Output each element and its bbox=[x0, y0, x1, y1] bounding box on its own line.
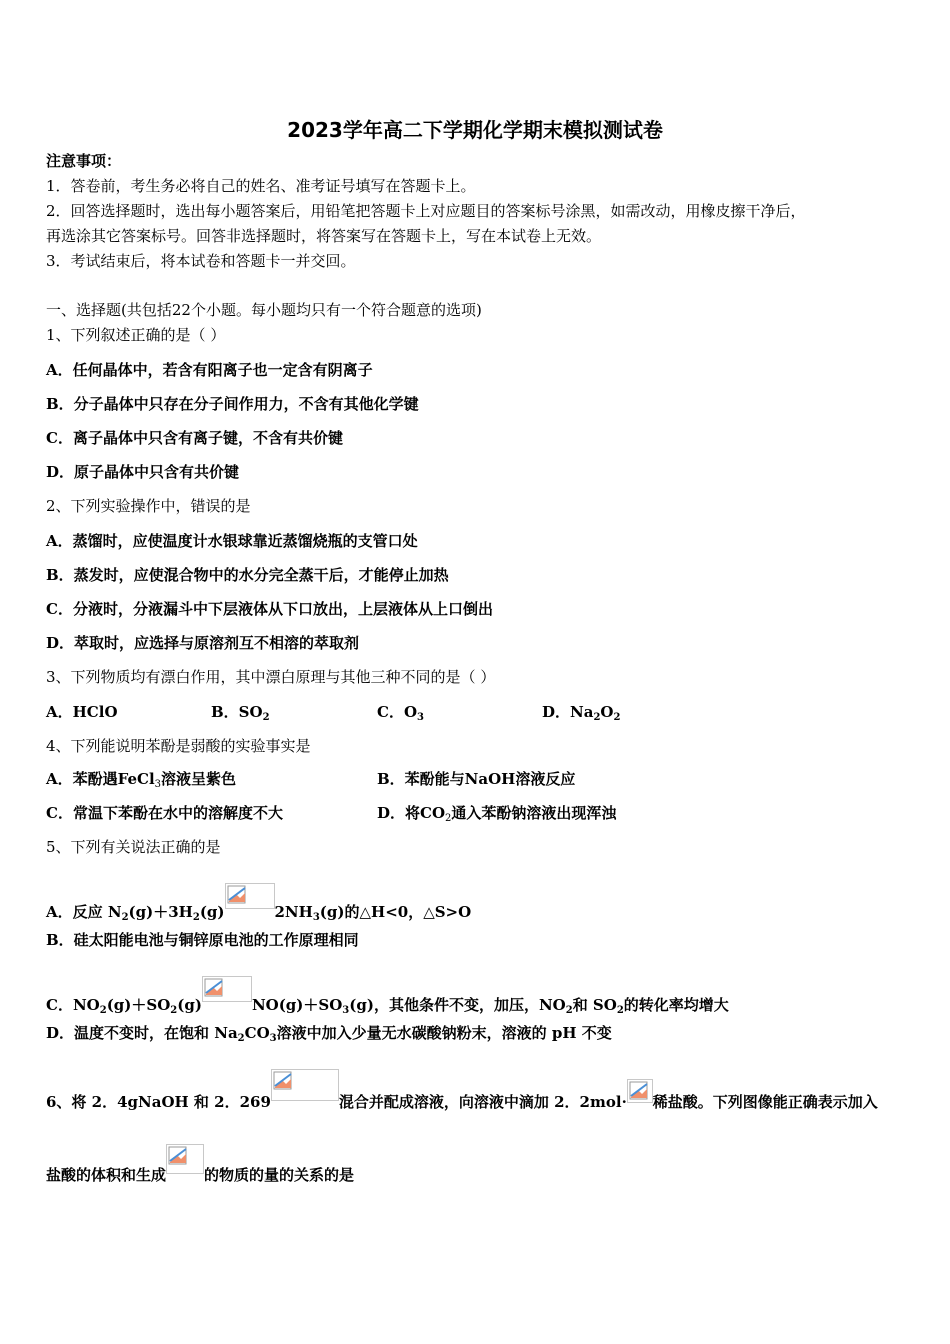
question-2-stem: 2、下列实验操作中，错误的是 bbox=[46, 497, 251, 515]
broken-image-icon bbox=[271, 1069, 339, 1101]
broken-image-icon bbox=[202, 976, 252, 1002]
question-1-option-c: C．离子晶体中只含有离子键，不含有共价键 bbox=[46, 429, 343, 447]
question-2-option-c: C．分液时，分液漏斗中下层液体从下口放出，上层液体从上口倒出 bbox=[46, 600, 493, 618]
question-2-option-d: D．萃取时，应选择与原溶剂互不相溶的萃取剂 bbox=[46, 634, 360, 652]
question-1-stem: 1、下列叙述正确的是（ ） bbox=[46, 326, 226, 344]
question-3-stem: 3、下列物质均有漂白作用，其中漂白原理与其他三种不同的是（ ） bbox=[46, 668, 496, 686]
question-5-option-d: D．温度不变时，在饱和 $Na_2CO_3$溶液中加入少量无水碳酸钠粉末，溶液的 pH 不变 bbox=[46, 1024, 612, 1044]
notice-item: 再选涂其它答案标号。回答非选择题时，将答案写在答题卡上，写在本试卷上无效。 bbox=[46, 227, 602, 245]
question-6-stem-line-1: 6、将 2．4gNaOH 和 2．269 混合并配成溶液，向溶液中滴加 2．2mol· 稀盐酸。下列图像能正确表示加入 bbox=[46, 1069, 878, 1112]
question-5-stem: 5、下列有关说法正确的是 bbox=[46, 838, 221, 856]
question-4-stem: 4、下列能说明苯酚是弱酸的实验事实是 bbox=[46, 737, 311, 755]
question-1-option-a: A．任何晶体中，若含有阳离子也一定含有阴离子 bbox=[46, 361, 373, 379]
broken-image-icon bbox=[627, 1079, 653, 1103]
question-5-option-a: A．反应 $N_2(g)+3H_2(g)$ $2NH_3(g)$的△H<0，△S>O bbox=[46, 883, 471, 922]
question-3-option-c: C．$O_3$ bbox=[377, 703, 424, 723]
broken-image-icon bbox=[166, 1144, 204, 1174]
question-4-option-b: B．苯酚能与NaOH溶液反应 bbox=[377, 770, 576, 788]
question-5-option-b: B．硅太阳能电池与铜锌原电池的工作原理相同 bbox=[46, 931, 359, 949]
notice-item: 3．考试结束后，将本试卷和答题卡一并交回。 bbox=[46, 252, 356, 270]
question-2-option-a: A．蒸馏时，应使温度计水银球靠近蒸馏烧瓶的支管口处 bbox=[46, 532, 418, 550]
notice-item: 2．回答选择题时，选出每小题答案后，用铅笔把答题卡上对应题目的答案标号涂黑，如需改动，用橡皮擦干净后， bbox=[46, 202, 806, 220]
section-heading: 一、选择题(共包括22个小题。每小题均只有一个符合题意的选项) bbox=[46, 301, 482, 319]
question-1-option-d: D．原子晶体中只含有共价键 bbox=[46, 463, 240, 481]
question-3-option-a: A．HClO bbox=[46, 703, 118, 721]
question-4-option-c: C．常温下苯酚在水中的溶解度不大 bbox=[46, 804, 283, 822]
question-4-option-d: D．将$CO_2$通入苯酚钠溶液出现浑浊 bbox=[377, 804, 617, 824]
question-3-option-d: D．$Na_2O_2$ bbox=[542, 703, 621, 723]
page-title: 2023学年高二下学期化学期末模拟测试卷 bbox=[287, 118, 663, 142]
question-1-option-b: B．分子晶体中只存在分子间作用力，不含有其他化学键 bbox=[46, 395, 419, 413]
question-6-stem-line-2: 盐酸的体积和生成 的物质的量的关系的是 bbox=[46, 1144, 354, 1185]
question-5-option-c: C．$NO_2(g)+SO_2(g)$ $NO(g)+SO_3(g)$，其他条件不变，加压，$NO_2$和 $SO_2$的转化率均增大 bbox=[46, 976, 729, 1015]
notice-heading: 注意事项： bbox=[46, 152, 122, 170]
broken-image-icon bbox=[225, 883, 275, 909]
question-2-option-b: B．蒸发时，应使混合物中的水分完全蒸干后，才能停止加热 bbox=[46, 566, 449, 584]
question-4-option-a: A．苯酚遇FeCl$_3$溶液呈紫色 bbox=[46, 770, 237, 790]
question-3-option-b: B．$SO_2$ bbox=[211, 703, 270, 723]
notice-item: 1．答卷前，考生务必将自己的姓名、准考证号填写在答题卡上。 bbox=[46, 177, 476, 195]
